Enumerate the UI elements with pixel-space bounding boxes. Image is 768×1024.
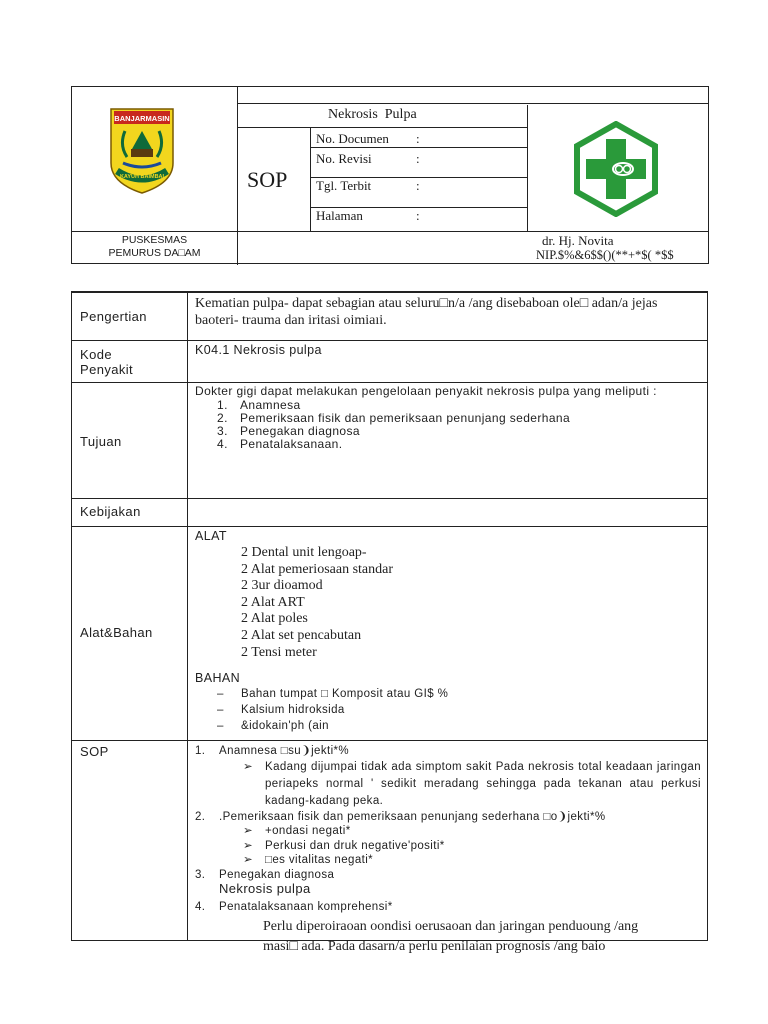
item-text: □es vitalitas negati* <box>265 854 374 866</box>
list-item: 2 Dental unit lengoap- <box>241 545 367 560</box>
field-tgl-terbit <box>316 178 420 194</box>
list-item: 2 Alat ART <box>241 594 305 610</box>
bahan-list <box>195 686 701 734</box>
label-tujuan: Tujuan <box>80 434 122 449</box>
field-sep: : <box>416 208 420 223</box>
kode-text: K04.1 Nekrosis pulpa <box>195 343 322 357</box>
row-tujuan <box>72 382 707 499</box>
list-item: 2 3ur dioamod <box>241 578 323 594</box>
arrow-bullet-icon: ➢ <box>243 760 254 773</box>
step-title: Anamnesa □su❩jekti*% <box>219 745 350 757</box>
tujuan-intro: Dokter gigi dapat melakukan pengelolaan penyakit nekrosis pulpa yang meliputi : <box>195 384 657 398</box>
item-number: 3. <box>217 424 228 438</box>
arrow-bullet-icon: ➢ <box>243 825 254 837</box>
list-item: 2 Tensi meter <box>241 644 317 660</box>
label-kode-line1: Kode <box>80 347 112 362</box>
label-pengertian: Pengertian <box>80 309 147 324</box>
item-text: Penegakan diagnosa <box>240 424 360 438</box>
field-sep: : <box>416 151 420 166</box>
alat-list <box>195 545 701 661</box>
list-item <box>195 718 701 734</box>
step-title: Penatalaksanaan komprehensi* <box>219 901 393 913</box>
row-sop <box>72 740 707 954</box>
step-number: 3. <box>195 868 206 881</box>
row-alat-bahan <box>72 526 707 741</box>
list-item: 2 Alat set pencabutan <box>241 627 362 643</box>
item-text: +ondasi negati* <box>265 825 351 837</box>
label-kebijakan: Kebijakan <box>80 504 141 519</box>
sop-step-2 <box>195 810 701 825</box>
field-label: Halaman <box>316 208 363 223</box>
field-no-revisi <box>316 151 420 167</box>
row-pengertian <box>72 292 707 341</box>
label-kode-line2: Penyakit <box>80 362 134 377</box>
sop-step-1-detail <box>195 759 701 810</box>
org-name-line2: PEMURUS DA□AM <box>108 247 201 259</box>
dash-bullet: – <box>217 704 224 717</box>
label-sop: SOP <box>80 744 109 759</box>
step-detail-text: Kadang dijumpai tidak ada simptom sakit Pada nekrosis total keadaan jaringan periapeks normal ' sedikit meradang sehingga pada tekanan atau perkusi kadang-kadang peka. <box>265 760 701 807</box>
field-no-documen <box>316 131 420 147</box>
list-item <box>195 824 701 839</box>
item-number: 2. <box>217 411 228 425</box>
step-4-line-1: Perlu diperoiraoan oondisi oerusaoan dan jaringan penduoung /ang <box>263 918 639 934</box>
signer-name: dr. Hj. Novita <box>542 233 614 248</box>
field-sep: : <box>416 178 420 193</box>
sop-content-table <box>71 291 708 954</box>
sop-step-1 <box>195 744 701 759</box>
row-kode-penyakit <box>72 340 707 383</box>
pengertian-text: Kematian pulpa- dapat sebagian atau seluru□n/a /ang disebaboan ole□ adan/a jejas baoteri- trauma dan iritasi oimiaıi. <box>195 296 658 328</box>
field-label: Tgl. Terbit <box>316 178 372 193</box>
sop-title: Nekrosis Pulpa <box>328 107 417 122</box>
label-alat-bahan: Alat&Bahan <box>80 625 153 640</box>
field-halaman <box>316 208 420 224</box>
list-item <box>195 438 701 451</box>
list-item: 2 Alat poles <box>241 611 308 627</box>
field-label: No. Documen <box>316 131 389 146</box>
sop-step-3 <box>195 868 701 883</box>
list-item <box>195 853 701 868</box>
item-text: Bahan tumpat □ Komposit atau GI$ % <box>241 688 449 701</box>
list-item <box>195 686 701 702</box>
item-text: Perkusi dan druk negative'positi* <box>265 839 445 852</box>
item-text: Pemeriksaan fisik dan pemeriksaan penunjang sederhana <box>240 411 571 425</box>
sop-label: SOP <box>247 167 288 192</box>
alat-title: ALAT <box>195 529 227 543</box>
step-4-line-2: masi□ ada. Pada dasarn/a perlu penilaian prognosis /ang baio <box>263 938 606 954</box>
banjarmasin-emblem-logo <box>107 105 177 195</box>
field-label: No. Revisi <box>316 151 372 166</box>
list-item <box>195 839 701 854</box>
sop-step-4 <box>195 900 701 915</box>
signer-nip: NIP.$%&6$$()(**+*$( *$$ <box>536 248 674 262</box>
diagnosis-text: Nekrosis pulpa <box>219 881 311 896</box>
item-text: Kalsium hidroksida <box>241 704 345 717</box>
step-number: 2. <box>195 810 206 823</box>
step-title: Penegakan diagnosa <box>219 868 335 881</box>
item-number: 1. <box>217 398 228 412</box>
svg-text:BANJARMASIN: BANJARMASIN <box>114 114 170 123</box>
org-name-line1: PUSKESMAS <box>121 234 188 246</box>
row-kebijakan <box>72 498 707 527</box>
puskesmas-cross-logo-icon <box>571 121 661 217</box>
field-sep: : <box>416 131 420 146</box>
svg-text:KAYUH BAIMBAI: KAYUH BAIMBAI <box>119 174 165 180</box>
step-number: 4. <box>195 901 206 913</box>
item-number: 4. <box>217 437 228 451</box>
arrow-bullet-icon: ➢ <box>243 839 254 852</box>
arrow-bullet-icon: ➢ <box>243 854 254 866</box>
step-number: 1. <box>195 745 206 757</box>
list-item: 2 Alat pemeriosaan standar <box>241 561 394 577</box>
list-item <box>195 702 701 718</box>
item-text: &idokain'ph (ain <box>241 720 329 733</box>
bahan-title: BAHAN <box>195 671 241 686</box>
dash-bullet: – <box>217 688 224 701</box>
tujuan-list <box>195 399 701 451</box>
item-text: Anamnesa <box>240 398 301 412</box>
dash-bullet: – <box>217 720 224 733</box>
sop-header-table <box>71 86 709 264</box>
step-title: .Pemeriksaan fisik dan pemeriksaan penunjang sederhana □o❩jekti*% <box>219 810 606 823</box>
item-text: Penatalaksanaan. <box>240 437 343 451</box>
